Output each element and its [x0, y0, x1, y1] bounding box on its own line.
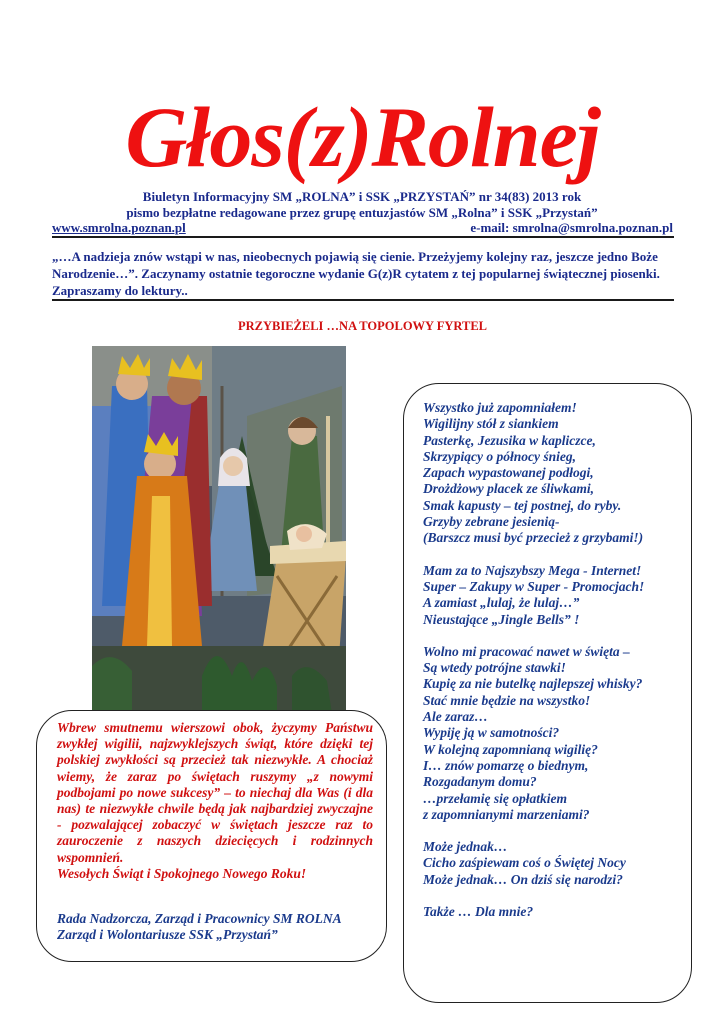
poem-line: Smak kapusty – tej postnej, do ryby.: [423, 497, 622, 513]
poem-line: Nieustające „Jingle Bells” !: [423, 611, 580, 627]
intro-paragraph: „…A nadzieja znów wstąpi w nas, nieobecnych pojawią się cienie. Przeżyjemy kolejny raz, jeszcze jedno Boże Narodzenie…”. Zaczynamy ostatnie tegoroczne wydanie G(z)R cytatem z tej popularnej świątecznej piosenki. Zapraszamy do lektury..: [52, 249, 660, 298]
poem-line: Mam za to Najszybszy Mega - Internet!: [423, 562, 642, 578]
signature-block: [57, 911, 377, 943]
poem-line: Ale zaraz…: [423, 709, 488, 725]
poem-line: Pasterkę, Jezusika w kapliczce,: [423, 432, 596, 448]
poem-line: Stać mnie będzie na wszystko!: [423, 692, 591, 708]
poem-line: Super – Zakupy w Super - Promocjach!: [423, 578, 645, 594]
poem-stanza: [423, 563, 688, 628]
intro-divider: [52, 299, 674, 301]
poem: [423, 400, 688, 936]
poem-line: Rozgadanym domu?: [423, 774, 537, 790]
poem-line: Cicho zaśpiewam coś o Świętej Nocy: [423, 855, 626, 871]
poem-line: Może jednak… On dziś się narodzi?: [423, 871, 623, 887]
bulletin-subtitle: Biuletyn Informacyjny SM „ROLNA” i SSK „PRZYSTAŃ” nr 34(83) 2013 rok: [142, 189, 582, 204]
signature-line-1: Rada Nadzorcza, Zarząd i Pracownicy SM ROLNA: [57, 911, 342, 926]
bulletin-description: pismo bezpłatne redagowane przez grupę entuzjastów SM „Rolna” i SSK „Przystań”: [126, 205, 598, 220]
christmas-wishes: [57, 720, 373, 882]
poem-line: Wypiję ją w samotności?: [423, 725, 560, 741]
poem-line: W kolejną zapomnianą wigilię?: [423, 741, 598, 757]
website-link[interactable]: www.smrolna.poznan.pl: [52, 220, 186, 235]
poem-line: Wigilijny stół z siankiem: [423, 416, 559, 432]
poem-stanza: [423, 400, 688, 547]
header-divider: [52, 236, 674, 238]
signature-line-2: Zarząd i Wolontariusze SSK „Przystań”: [57, 927, 278, 943]
poem-line: Także … Dla mnie?: [423, 904, 534, 920]
poem-line: …przełamię się opłatkiem: [423, 790, 567, 806]
poem-line: Może jednak…: [423, 839, 508, 855]
poem-line: Wolno mi pracować nawet w święta –: [423, 643, 630, 659]
email-contact[interactable]: e-mail: smrolna@smrolna.poznan.pl: [470, 220, 673, 235]
poem-line: Drożdżowy placek ze śliwkami,: [423, 481, 594, 497]
poem-line: Zapach wypastowanej podłogi,: [423, 465, 594, 481]
poem-line: Kupię za nie butelkę najlepszej whisky?: [423, 676, 643, 692]
poem-line: Są wtedy potrójne stawki!: [423, 660, 566, 676]
poem-line: (Barszcz musi być przecież z grzybami!): [423, 530, 644, 546]
wishes-text: Wbrew smutnemu wierszowi obok, życzymy Państwu zwykłej wigilii, najzwyklejszych świąt, które dzięki tej polskiej zwykłości są przecież tak niezwykłe. A chociaż wiemy, że zaraz po świętach ruszymy „z nowymi podbojami po nowe sukcesy” – to niechaj dla Was (i dla nas) te niezwykłe chwile będą jak najbardziej zwyczajne - pozwalającej zobaczyć w świętach jeszcze raz to zauroczenie z naszych dziecięcych i rodzinnych wspomnień.: [57, 720, 373, 865]
poem-line: Skrzypiący o północy śnieg,: [423, 448, 576, 464]
poem-stanza: [423, 644, 688, 823]
poem-line: z zapomnianymi marzeniami?: [423, 806, 590, 822]
poem-line: Grzyby zebrane jesienią-: [423, 514, 560, 530]
poem-line: I… znów pomarzę o biednym,: [423, 757, 589, 773]
masthead-title: Głos(z)Rolnej: [125, 89, 600, 185]
poem-stanza: [423, 839, 688, 888]
poem-line: Wszystko już zapomniałem!: [423, 400, 577, 415]
poem-line: A zamiast „lulaj, że lulaj…”: [423, 595, 580, 611]
nativity-scene-photo: [92, 346, 346, 714]
wishes-greeting: Wesołych Świąt i Spokojnego Nowego Roku!: [57, 865, 307, 881]
section-title: PRZYBIEŻELI …NA TOPOLOWY FYRTEL: [237, 319, 488, 333]
poem-stanza: [423, 904, 688, 920]
